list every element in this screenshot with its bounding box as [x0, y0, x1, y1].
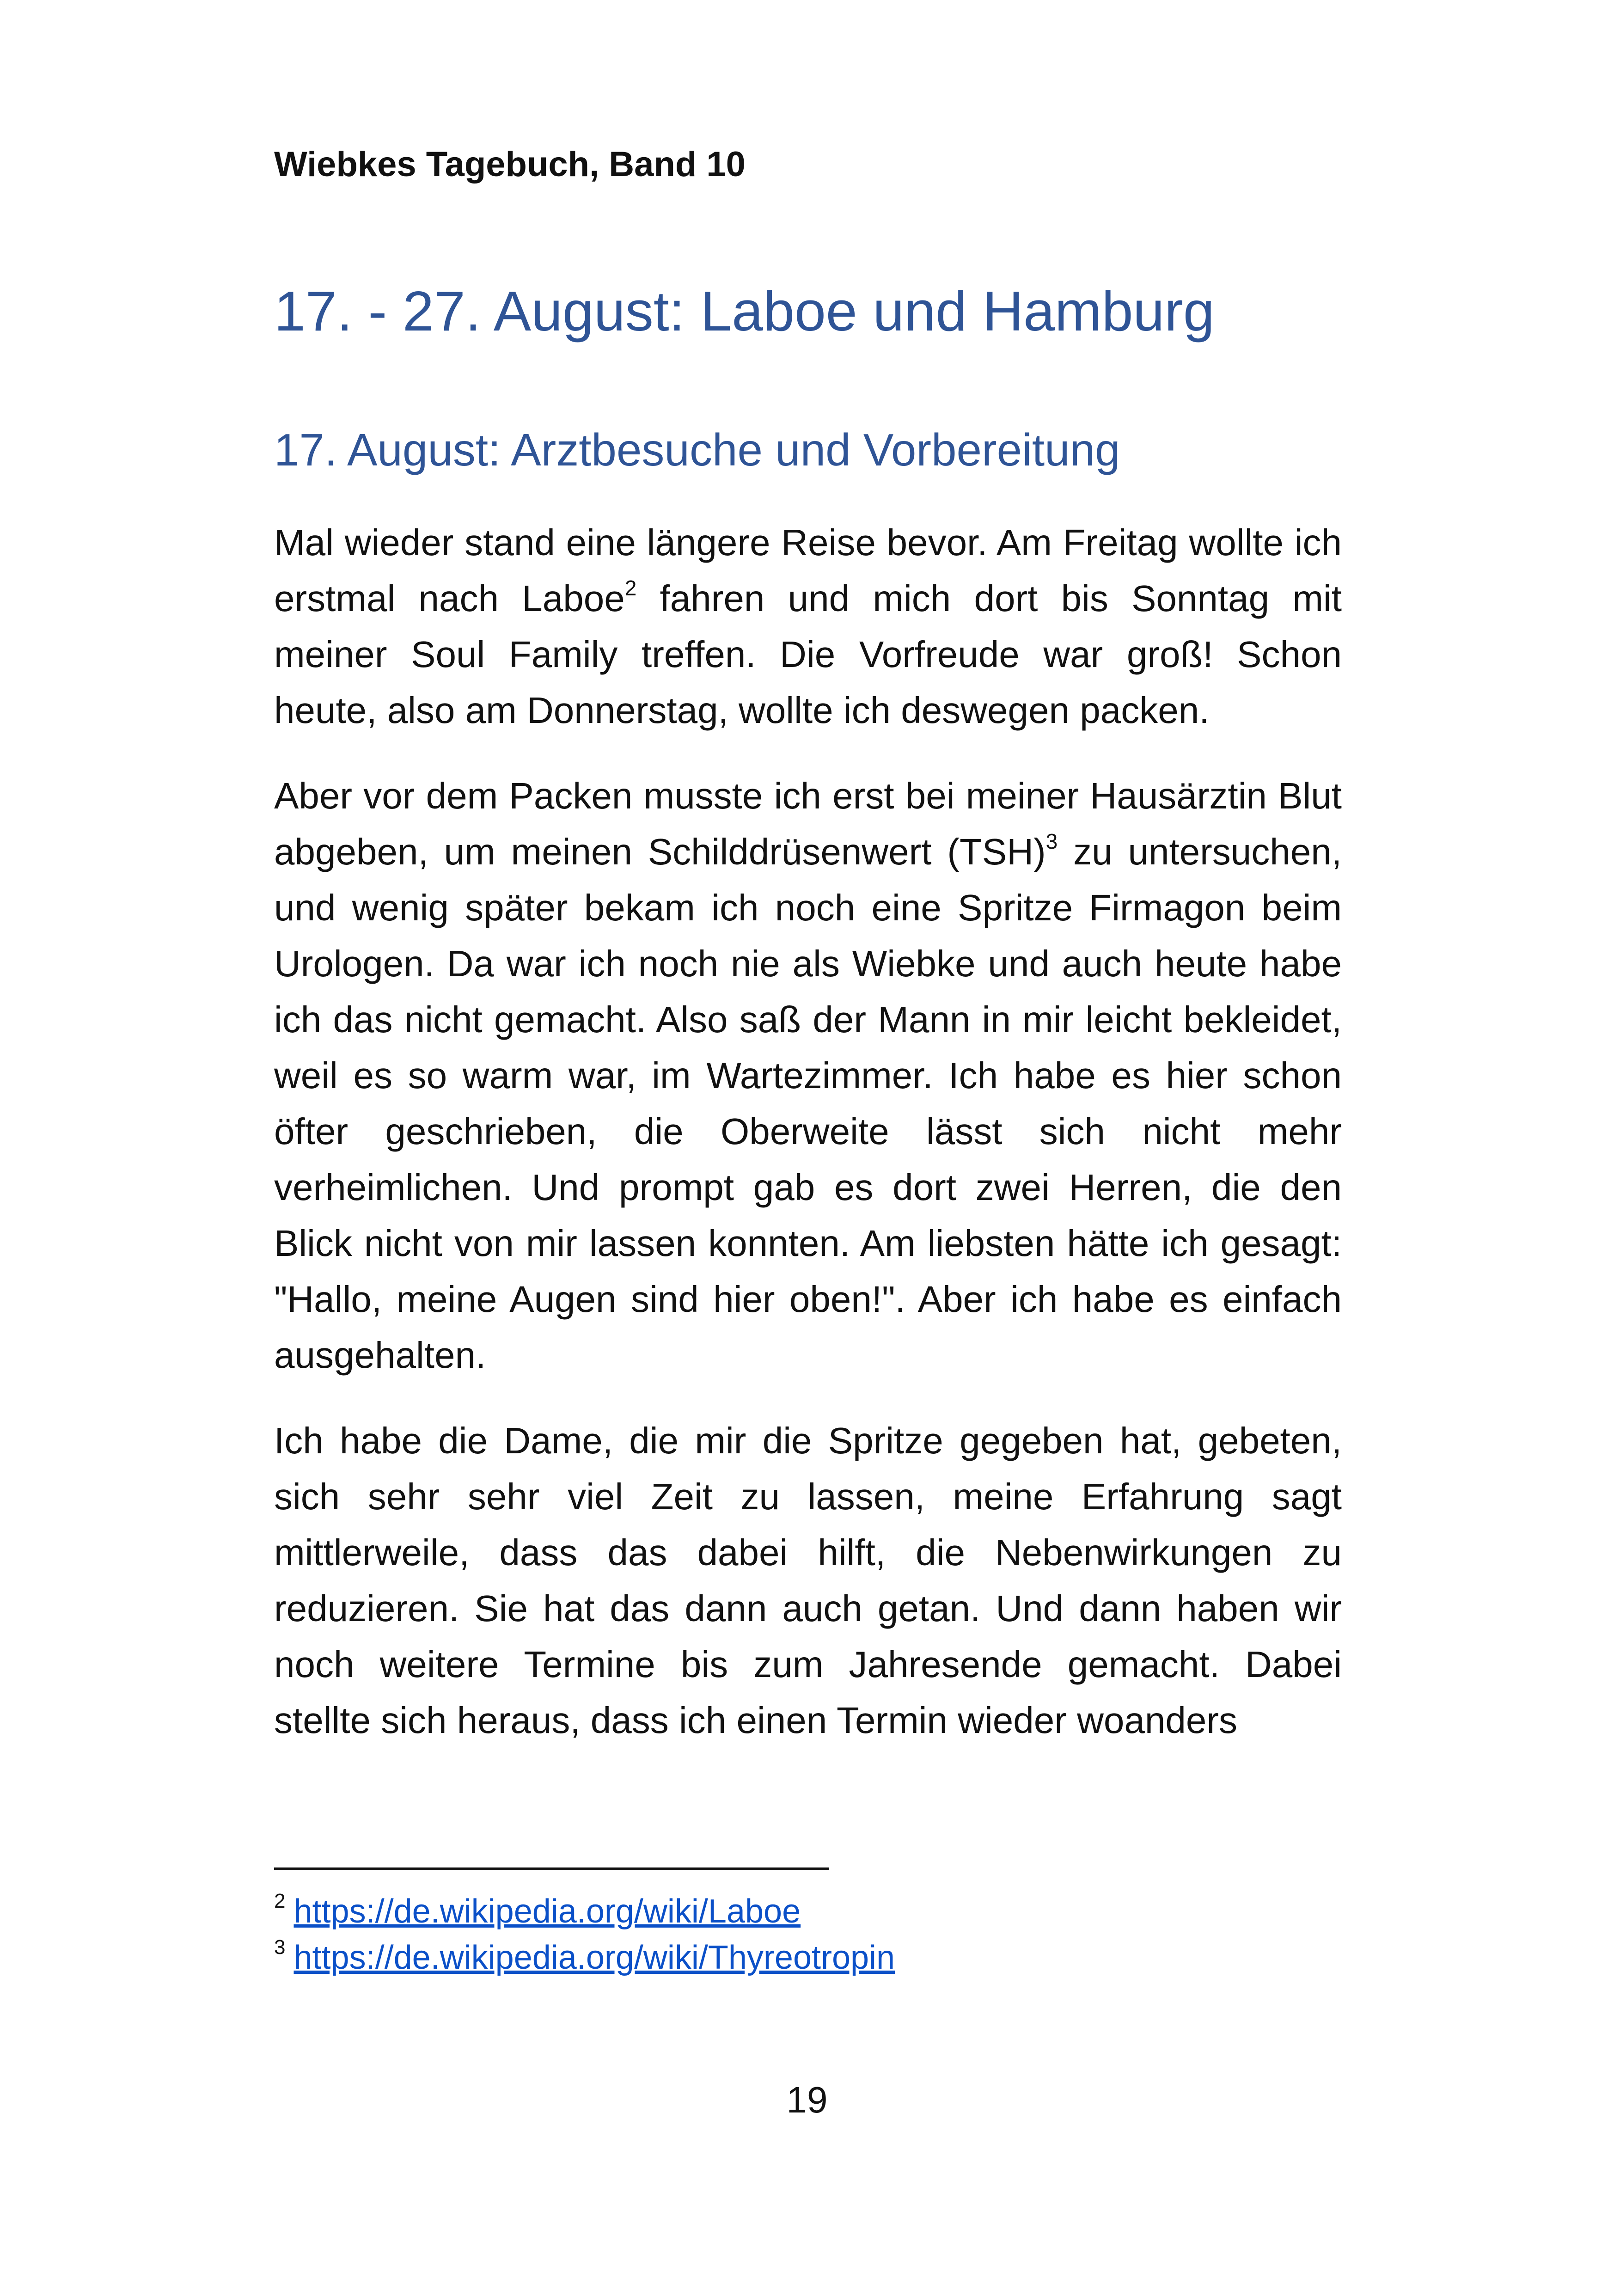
footnote-mark: 2	[274, 1890, 286, 1912]
footnote-reference-2[interactable]: 2	[624, 576, 637, 600]
paragraph-3: Ich habe die Dame, die mir die Spritze gegeben hat, gebeten, sich sehr sehr viel Zeit zu lassen, meine Erfahrung sagt mittlerweile, dass das dabei hilft, die Nebenwirkungen zu reduzieren. Sie hat das dann auch getan. Und dann haben wir noch weitere Termine bis zum Jahresende gemacht. Dabei stellte sich heraus, dass ich einen Termin wieder woanders	[274, 1420, 1342, 1741]
footnote-2	[274, 1888, 1342, 1935]
chapter-title: 17. - 27. August: Laboe und Hamburg	[274, 280, 1215, 343]
running-header: Wiebkes Tagebuch, Band 10	[274, 145, 746, 184]
footnote-link-thyreotropin[interactable]: https://de.wikipedia.org/wiki/Thyreotropin	[293, 1939, 895, 1976]
paragraph-2	[274, 768, 1342, 1383]
paragraph-1-text-a: Mal wieder stand eine längere Reise bevor. Am Freitag wollte ich erstmal nach Laboe	[274, 522, 1342, 619]
section-title: 17. August: Arztbesuche und Vorbereitung	[274, 424, 1120, 475]
page-number: 19	[786, 2079, 828, 2120]
footnote-reference-3[interactable]: 3	[1045, 829, 1058, 853]
paragraph-1-text-b: fahren und mich dort bis Sonntag mit meiner Soul Family treffen. Die Vorfreude war groß! Schon heute, also am Donnerstag, wollte ich deswegen packen.	[274, 578, 1342, 731]
paragraph-2-text-b: zu untersuchen, und wenig später bekam ich noch eine Spritze Firmagon beim Urologen. Da war ich noch nie als Wiebke und auch heute habe ich das nicht gemacht. Also saß der Mann in mir leicht bekleidet, weil es so warm war, im Wartezimmer. Ich habe es hier schon öfter geschrieben, die Oberweite lässt sich nicht mehr verheimlichen. Und prompt gab es dort zwei Herren, die den Blick nicht von mir lassen konnten. Am liebsten hätte ich gesagt: "Hallo, meine Augen sind hier oben!". Aber ich habe es einfach ausgehalten.	[274, 831, 1342, 1376]
footnote-link-laboe[interactable]: https://de.wikipedia.org/wiki/Laboe	[293, 1893, 801, 1930]
body-text	[274, 514, 1342, 1778]
footnote-3	[274, 1935, 1342, 1981]
footnote-separator	[274, 1867, 829, 1870]
paragraph-2-text-a: Aber vor dem Packen musste ich erst bei meiner Hausärztin Blut abgeben, um meinen Schilddrüsenwert (TSH)	[274, 775, 1342, 872]
paragraph-1	[274, 514, 1342, 738]
footnotes	[274, 1888, 1342, 1981]
footnote-mark: 3	[274, 1936, 286, 1959]
